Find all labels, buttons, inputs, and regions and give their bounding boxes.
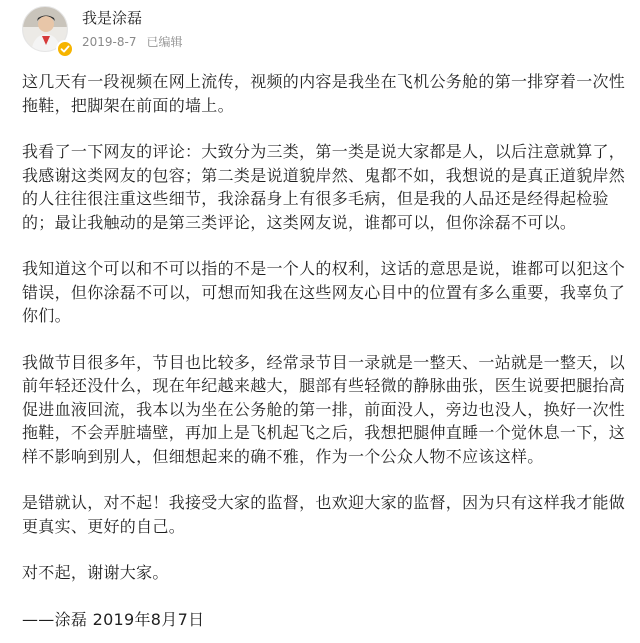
edited-label: 已编辑: [146, 35, 183, 49]
post-header: [22, 6, 622, 64]
post-content: [22, 70, 628, 631]
post-paragraph: 我知道这个可以和不可以指的不是一个人的权利，这话的意思是说，谁都可以犯这个错误，但你涂磊不可以，可想而知我在这些网友心目中的位置有多么重要，我辜负了你们。: [22, 259, 626, 325]
username[interactable]: 我是涂磊: [82, 9, 143, 27]
post-paragraph: 我看了一下网友的评论：大致分为三类，第一类是说大家都是人，以后注意就算了，我感谢这类网友的包容；第二类是说道貌岸然、鬼都不如，我想说的是真正道貌岸然的人往往很注重这些细节，我涂磊身上有很多毛病，但是我的人品还是经得起检验的；最让我触动的是第三类评论，这类网友说，谁都可以，但你涂磊不可以。: [22, 142, 626, 232]
post-date[interactable]: 2019-8-7: [82, 35, 137, 49]
verified-badge-icon: [56, 40, 74, 58]
post-paragraph: 我做节目很多年，节目也比较多，经常录节目一录就是一整天、一站就是一整天，以前年轻还没什么，现在年纪越来越大，腿部有些轻微的静脉曲张，医生说要把腿抬高促进血液回流，我本以为坐在公务舱的第一排，前面没人，旁边也没人，换好一次性拖鞋，不会弄脏墙壁，再加上是飞机起飞之后，我想把腿伸直睡一个觉休息一下，这样不影响到别人，但细想起来的确不雅，作为一个公众人物不应该这样。: [22, 352, 626, 466]
post-signature: ——涂磊 2019年8月7日: [22, 609, 205, 629]
post-paragraph: 是错就认，对不起！我接受大家的监督，也欢迎大家的监督，因为只有这样我才能做更真实、更好的自己。: [22, 493, 626, 536]
post-meta: [82, 35, 182, 49]
post-paragraph: 对不起，谢谢大家。: [22, 563, 169, 582]
post-paragraph: 这几天有一段视频在网上流传，视频的内容是我坐在飞机公务舱的第一排穿着一次性拖鞋，把脚架在前面的墙上。: [22, 72, 626, 115]
